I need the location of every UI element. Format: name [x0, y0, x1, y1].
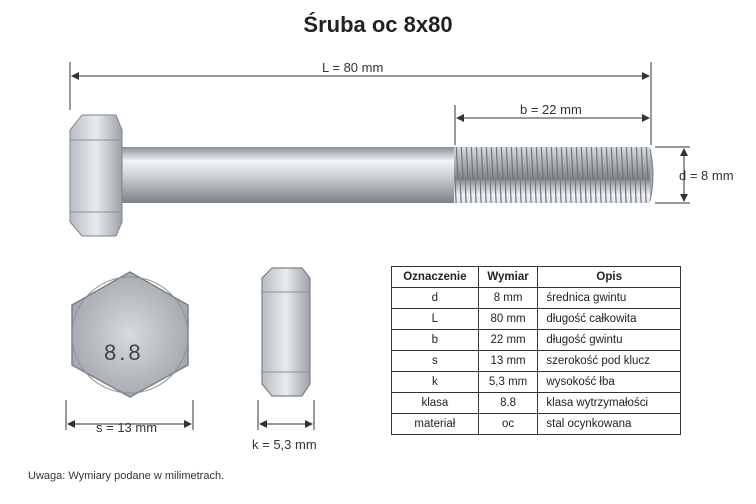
table-cell: 13 mm — [478, 351, 538, 372]
table-cell: długość gwintu — [538, 330, 681, 351]
table-cell: średnica gwintu — [538, 288, 681, 309]
table-row — [392, 393, 681, 414]
table-row — [392, 414, 681, 435]
table-row — [392, 372, 681, 393]
bolt-shank — [116, 147, 456, 203]
bolt-thread — [454, 147, 650, 203]
bolt-head-side-view-small — [258, 268, 314, 430]
units-note: Uwaga: Wymiary podane w milimetrach. — [28, 470, 225, 482]
column-header: Wymiar — [478, 267, 538, 288]
table-cell: d — [392, 288, 479, 309]
table-cell: wysokość łba — [538, 372, 681, 393]
table-row — [392, 330, 681, 351]
table-cell: 8.8 — [478, 393, 538, 414]
table-cell: 8 mm — [478, 288, 538, 309]
specification-table — [391, 266, 681, 435]
table-cell: klasa wytrzymałości — [538, 393, 681, 414]
table-row — [392, 309, 681, 330]
table-cell: 80 mm — [478, 309, 538, 330]
width-across-flats-label: s = 13 mm — [96, 420, 158, 435]
head-height-label: k = 5,3 mm — [252, 437, 317, 452]
page-title: Śruba oc 8x80 — [303, 12, 453, 37]
table-cell: 22 mm — [478, 330, 538, 351]
bolt-head-side — [70, 115, 122, 236]
table-cell: stal ocynkowana — [538, 414, 681, 435]
table-cell: b — [392, 330, 479, 351]
table-header-row — [392, 267, 681, 288]
table-cell: L — [392, 309, 479, 330]
diameter-label: d = 8 mm — [679, 168, 734, 183]
table-cell: długość całkowita — [538, 309, 681, 330]
table-cell: materiał — [392, 414, 479, 435]
table-cell: 5,3 mm — [478, 372, 538, 393]
table-cell: s — [392, 351, 479, 372]
table-cell: szerokość pod klucz — [538, 351, 681, 372]
length-label: L = 80 mm — [322, 60, 384, 75]
column-header: Opis — [538, 267, 681, 288]
table-cell: oc — [478, 414, 538, 435]
bolt-side-view — [70, 115, 653, 236]
column-header: Oznaczenie — [392, 267, 479, 288]
strength-class-marking: 8.8 — [104, 340, 144, 365]
table-cell: klasa — [392, 393, 479, 414]
table-row — [392, 288, 681, 309]
thread-length-label: b = 22 mm — [520, 102, 582, 117]
table-row — [392, 351, 681, 372]
table-cell: k — [392, 372, 479, 393]
